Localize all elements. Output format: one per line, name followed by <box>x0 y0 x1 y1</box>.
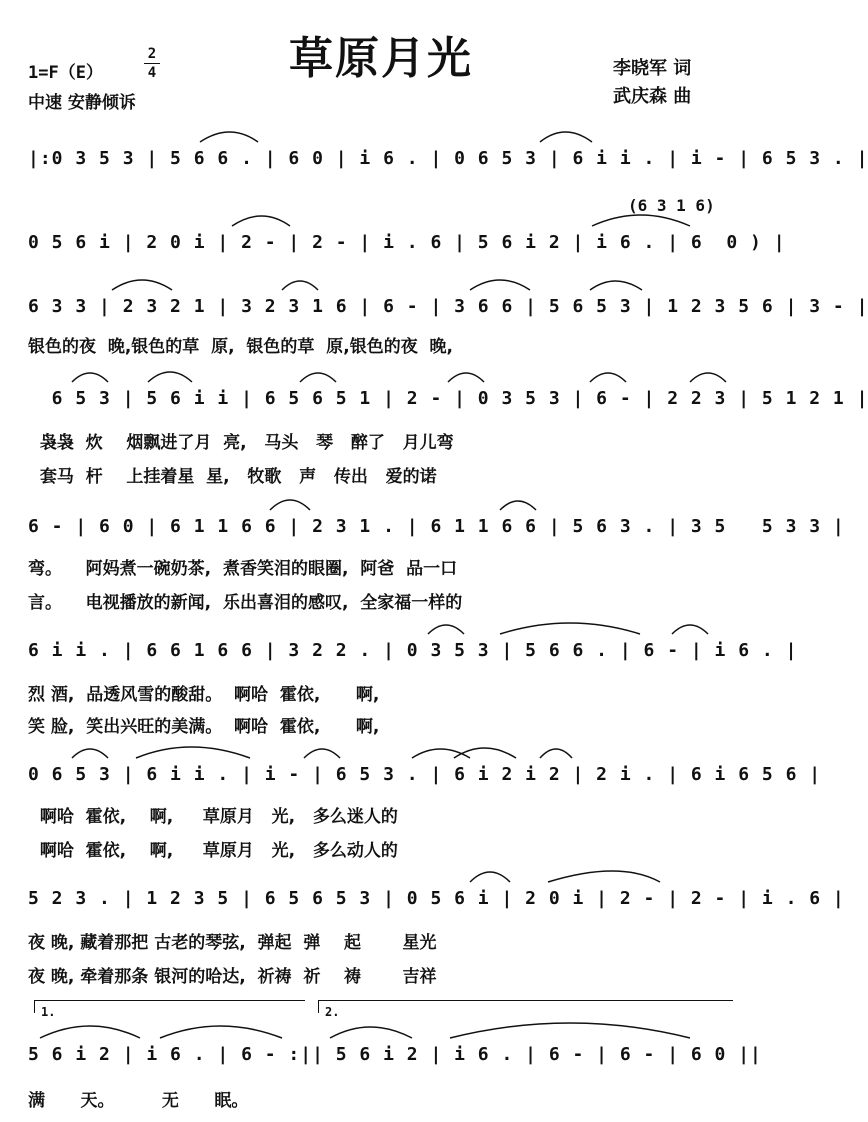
lyric-line-5b: 言。 电视播放的新闻, 乐出喜泪的感叹, 全家福一样的 <box>28 593 463 613</box>
slur <box>450 1023 690 1038</box>
ending-label-1: 1. <box>41 1005 56 1019</box>
slur <box>232 216 290 226</box>
slur <box>412 749 470 758</box>
lyric-line-7a: 啊哈 霍依, 啊, 草原月 光, 多么迷人的 <box>28 807 398 827</box>
slur <box>590 373 626 382</box>
notation-line-2: 0 5 6 i | 2 0 i | 2 - | 2 - | i . 6 | 5 6 i 2 | i 6 . | 6 0 ) | <box>28 232 786 253</box>
lyric-line-8a: 夜 晚, 藏着那把 古老的琴弦, 弹起 弹 起 星光 <box>28 933 437 953</box>
notation-line-7: 0 6 5 3 | 6 i i . | i - | 6 5 3 . | 6 i 2 i 2 | 2 i . | 6 i 6 5 6 | <box>28 764 822 785</box>
notation-line-1: |:0 3 5 3 | 5 6 6 . | 6 0 | i 6 . | 0 6 5 3 | 6 i i . | i - | 6 5 3 . | <box>28 148 868 169</box>
song-title: 草原月光 <box>289 33 473 84</box>
slur <box>304 749 340 758</box>
parenthetical-notes: (6 3 1 6) <box>628 196 715 215</box>
notation-line-6: 6 i i . | 6 6 1 6 6 | 3 2 2 . | 0 3 5 3 | 5 6 6 . | 6 - | i 6 . | <box>28 640 798 661</box>
lyric-line-4a: 袅袅 炊 烟飘进了月 亮, 马头 琴 醉了 月儿弯 <box>28 433 454 453</box>
slur <box>72 373 108 382</box>
tempo-marking: 中速 安静倾诉 <box>28 93 136 113</box>
slur <box>500 623 640 634</box>
slur <box>330 1027 412 1038</box>
key-signature: 1=F（E） <box>28 63 103 83</box>
lyric-line-5a: 弯。 阿妈煮一碗奶茶, 煮香笑泪的眼圈, 阿爸 品一口 <box>28 559 458 579</box>
time-signature <box>142 46 162 81</box>
slur <box>548 871 660 882</box>
slur <box>470 872 510 882</box>
lyric-line-4b: 套马 杆 上挂着星 星, 牧歌 声 传出 爱的诺 <box>28 467 437 487</box>
notation-line-8: 5 2 3 . | 1 2 3 5 | 6 5 6 5 3 | 0 5 6 i | 2 0 i | 2 - | 2 - | i . 6 | <box>28 888 845 909</box>
slur <box>40 1026 140 1038</box>
slur <box>470 280 530 290</box>
slur <box>592 215 690 226</box>
lyric-line-7b: 啊哈 霍依, 啊, 草原月 光, 多么动人的 <box>28 841 398 861</box>
lyricist-credit: 李晓军 词 <box>613 58 692 79</box>
lyric-line-3a: 银色的夜 晚,银色的草 原, 银色的草 原,银色的夜 晚, <box>28 337 454 357</box>
meter-bottom: 4 <box>147 65 157 81</box>
lyric-line-8b: 夜 晚, 牵着那条 银河的哈达, 祈祷 祈 祷 吉祥 <box>28 967 437 987</box>
slur <box>540 749 572 758</box>
notation-line-3: 6 3 3 | 2 3 2 1 | 3 2 3 1 6 | 6 - | 3 6 6 | 5 6 5 3 | 1 2 3 5 6 | 3 - | <box>28 296 868 317</box>
lyric-line-6b: 笑 脸, 笑出兴旺的美满。 啊哈 霍依, 啊, <box>28 717 380 737</box>
slur <box>112 280 172 290</box>
slur <box>282 281 318 290</box>
meter-top: 2 <box>147 46 157 62</box>
slur <box>148 372 192 382</box>
slur <box>454 748 516 758</box>
lyric-line-6a: 烈 酒, 品透风雪的酸甜。 啊哈 霍依, 啊, <box>28 685 380 705</box>
slur <box>160 1026 282 1038</box>
ending-bracket-2 <box>318 1000 733 1019</box>
ending-bracket-1 <box>34 1000 305 1019</box>
slur <box>72 749 108 758</box>
slur <box>690 373 726 382</box>
slur <box>448 373 484 382</box>
slur <box>136 747 250 758</box>
composer-credit: 武庆森 曲 <box>613 86 692 107</box>
slur <box>500 501 536 510</box>
ending-label-2: 2. <box>325 1005 340 1019</box>
slur <box>428 625 464 634</box>
slur <box>270 500 310 510</box>
notation-line-4: 6 5 3 | 5 6 i i | 6 5 6 5 1 | 2 - | 0 3 5 3 | 6 - | 2 2 3 | 5 1 2 1 | <box>28 388 868 409</box>
slur <box>300 373 336 382</box>
slur <box>672 625 708 634</box>
meter-bar <box>144 63 160 64</box>
notation-line-9: 5 6 i 2 | i 6 . | 6 - :|| 5 6 i 2 | i 6 . | 6 - | 6 - | 6 0 || <box>28 1044 762 1065</box>
slur <box>540 132 592 142</box>
notation-line-5: 6 - | 6 0 | 6 1 1 6 6 | 2 3 1 . | 6 1 1 6 6 | 5 6 3 . | 3 5 5 3 3 | <box>28 516 845 537</box>
slur <box>590 281 642 290</box>
slur <box>200 132 258 142</box>
lyric-line-9a: 满 天。 无 眠。 <box>28 1091 249 1111</box>
